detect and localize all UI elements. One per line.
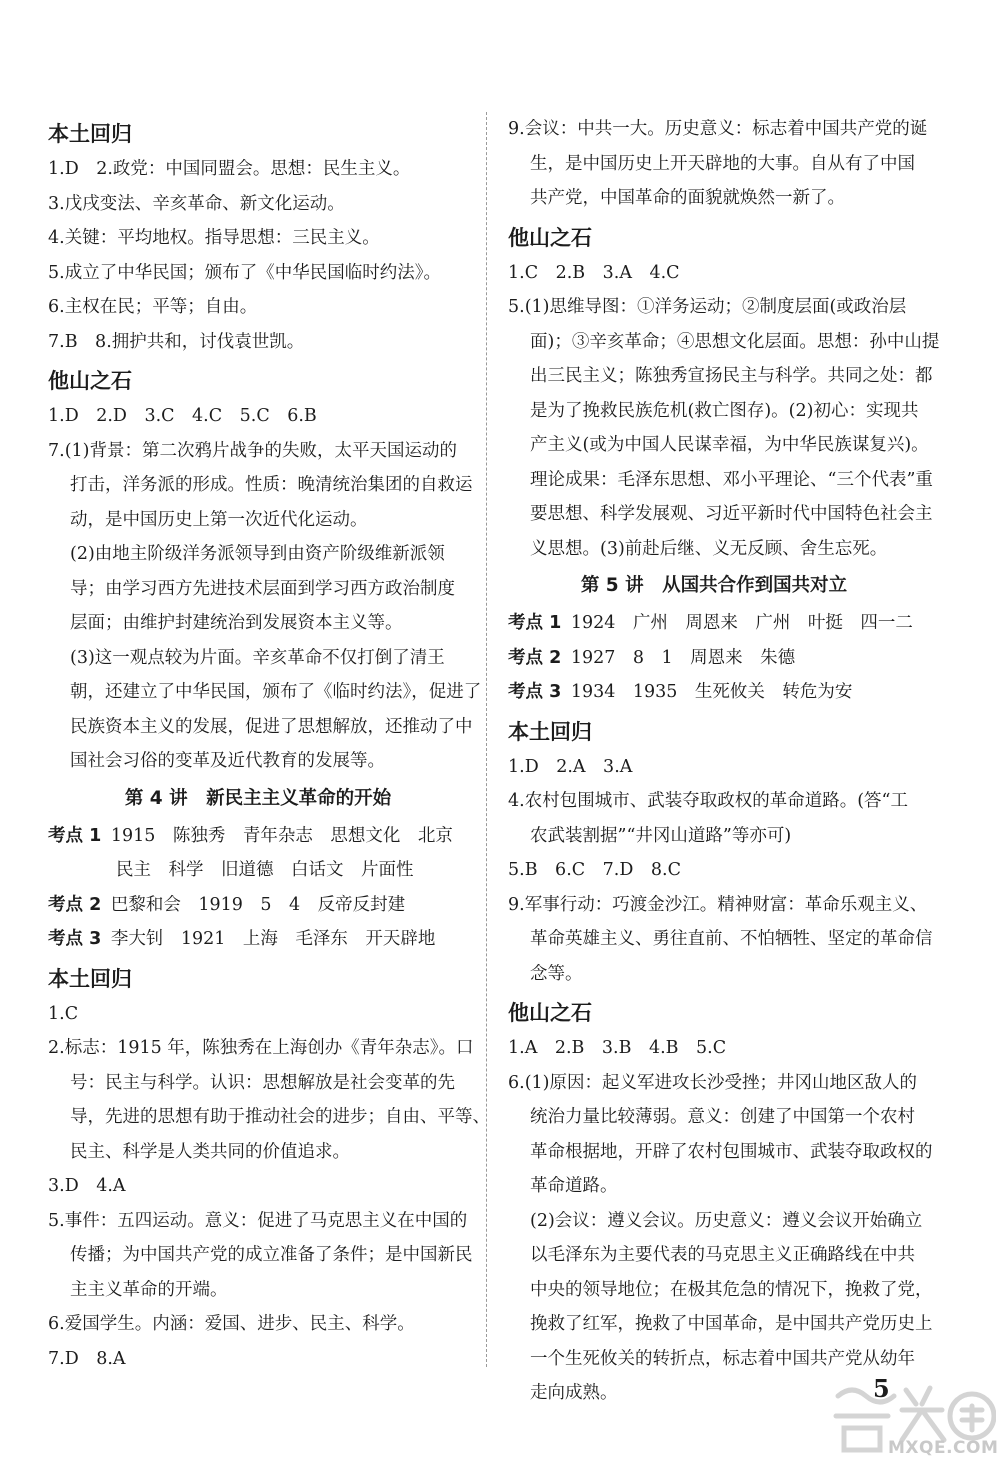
answer-text-line: 7.B 8.拥护共和，讨伐袁世凯。 [48,331,305,352]
answer-text-line: 生，是中国历史上开天辟地的大事。自从有了中国 [530,153,915,174]
column-divider [486,112,487,1367]
answer-text-line: 3.戊戌变法、辛亥革命、新文化运动。 [48,193,345,214]
answer-line: 6.(1)原因：起义军进攻长沙受挫；井冈山地区敌人的 [508,1072,917,1093]
key-point-row [48,819,468,854]
section-heading: 本土回归 [48,122,132,146]
answer-text-line: (2)会议：遵义会议。历史意义：遵义会议开始确立 [530,1210,923,1231]
key-point-text: 民主 科学 旧道德 白话文 片面性 [116,860,414,880]
section-heading: 他山之石 [48,369,132,393]
watermark-url: MXQE.COM [888,1438,999,1458]
answer-line: 7.D 8.A [48,1348,126,1369]
answer-text-line: 民主、科学是人类共同的价值追求。 [70,1141,350,1162]
answer-continuation [508,922,933,991]
answer-text-line: 革命根据地，开辟了农村包围城市、武装夺取政权的 [530,1141,933,1162]
answer-text-line: 国社会习俗的变革及近代教育的发展等。 [70,751,385,771]
answer-line: 1.C [48,1003,79,1024]
answer-text-line: 导；由学习西方先进技术层面到学习西方政治制度 [70,578,455,599]
answer-continuation [48,1238,473,1307]
answer-text-line: 挽救了红军，挽救了中国革命，是中国共产党历史上 [530,1314,933,1334]
left-column [48,112,490,1376]
answer-text-line: (2)由地主阶级洋务派领导到由资产阶级维新派领 [70,544,445,564]
answer-text-line: (3)这一观点较为片面。辛亥革命不仅打倒了清王 [70,647,445,668]
answer-continuation [48,1066,490,1170]
key-point-text: 1927 8 1 周恩来 朱德 [570,647,796,668]
answer-text-line: 号：民主与科学。认识：思想解放是社会变革的先 [70,1072,455,1093]
key-point-label: 考点 1 [508,613,562,633]
answer-line: 2.标志：1915 年，陈独秀在上海创办《青年杂志》。口 [48,1038,474,1058]
page-number: 5 [873,1374,890,1403]
answer-continuation [508,147,920,216]
key-point-row [48,922,468,957]
answer-line: 5.事件：五四运动。意义：促进了马克思主义在中国的 [48,1210,468,1231]
right-column [508,112,940,1411]
answer-line: 4.农村包围城市、武装夺取政权的革命道路。(答“工 [508,791,908,811]
key-point-label: 考点 3 [48,929,102,949]
answer-text-line: 理论成果：毛泽东思想、邓小平理论、“三个代表”重 [530,469,933,490]
key-point-text: 1924 广州 周恩来 广州 叶挺 四一二 [570,613,913,633]
answer-continuation [508,325,940,567]
answer-text-line: 中央的领导地位；在极其危急的情况下，挽救了党， [530,1279,933,1300]
section-heading: 他山之石 [508,225,592,250]
answer-continuation [48,468,482,779]
answer-text-line: 一个生死攸关的转折点，标志着中国共产党从幼年 [530,1348,915,1369]
answer-text-line: 革命道路。 [530,1176,618,1196]
answer-line: 1.D 2.A 3.A [508,756,633,777]
answer-text-line: 义思想。(3)前赴后继、义无反顾、舍生忘死。 [530,538,888,559]
answer-line: 1.C 2.B 3.A 4.C [508,262,680,283]
answer-line: 9.会议：中共一大。历史意义：标志着中国共产党的诞 [508,119,928,139]
section-heading: 本土回归 [508,719,592,744]
answer-text-line: 动，是中国历史上第一次近代化运动。 [70,509,368,530]
answer-line: 5.B 6.C 7.D 8.C [508,860,681,880]
section-heading: 本土回归 [48,966,132,991]
answer-text-line: 5.成立了中华民国；颁布了《中华民国临时约法》。 [48,262,441,283]
answer-text-line: 传播；为中国共产党的成立准备了条件；是中国新民 [70,1245,473,1265]
answer-text-line: 以毛泽东为主要代表的马克思主义正确路线在中共 [530,1245,915,1265]
answer-text-line: 是为了挽救民族危机(救亡图存)。(2)初心：实现共 [530,400,919,421]
answer-text-line: 主主义革命的开端。 [70,1279,228,1300]
answer-continuation [508,1100,933,1411]
answer-text-line: 6.主权在民；平等；自由。 [48,297,258,317]
answer-line: 6.爱国学生。内涵：爱国、进步、民主、科学。 [48,1314,415,1334]
answer-text-line: 朝，还建立了中华民国，颁布了《临时约法》，促进了 [70,682,482,702]
answer-text-line: 出三民主义；陈独秀宣扬民主与科学。共同之处：都 [530,366,933,386]
answer-line: 9.军事行动：巧渡金沙江。精神财富：革命乐观主义、 [508,894,928,915]
answer-text-line: 统治力量比较薄弱。意义：创建了中国第一个农村 [530,1107,915,1127]
answer-line: 3.D 4.A [48,1176,126,1196]
answer-text-line: 要思想、科学发展观、习近平新时代中国特色社会主 [530,504,933,524]
answer-line: 7.(1)背景：第二次鸦片战争的失败，太平天国运动的 [48,440,457,461]
answer-text-line: 民族资本主义的发展，促进了思想解放，还推动了中 [70,716,473,737]
answer-text-line: 面)；③辛亥革命；④思想文化层面。思想：孙中山提 [530,331,940,352]
answer-list [48,152,468,359]
key-point-row [508,675,920,710]
answer-continuation [508,819,920,854]
key-point-row [508,606,920,641]
key-point-label: 考点 3 [508,682,562,702]
answer-text-line: 层面；由维护封建统治到发展资本主义等。 [70,613,403,633]
answer-text-line: 打击，洋务派的形成。性质：晚清统治集团的自救运 [70,475,473,495]
answer-text-line: 1.D 2.政党：中国同盟会。思想：民生主义。 [48,159,411,179]
key-point-text: 1915 陈独秀 青年杂志 思想文化 北京 [110,825,453,846]
answer-line: 5.(1)思维导图：①洋务运动；②制度层面(或政治层 [508,297,907,317]
key-point-text: 巴黎和会 1919 5 4 反帝反封建 [110,894,406,915]
answer-text-line: 念等。 [530,963,583,984]
key-point-text: 1934 1935 生死攸关 转危为安 [570,682,853,702]
section-heading: 他山之石 [508,1001,592,1025]
answer-text-line: 产主义(或为中国人民谋幸福，为中华民族谋复兴)。 [530,435,929,455]
answer-text-line: 共产党，中国革命的面貌就焕然一新了。 [530,188,845,208]
key-point-label: 考点 2 [508,647,562,668]
answer-line: 1.A 2.B 3.B 4.B 5.C [508,1038,727,1058]
answer-line: 1.D 2.D 3.C 4.C 5.C 6.B [48,406,317,426]
answer-text-line: 导，先进的思想有助于推动社会的进步；自由、平等、 [70,1107,490,1127]
key-point-label: 考点 1 [48,825,102,846]
answer-text-line: 4.关键：平均地权。指导思想：三民主义。 [48,228,380,248]
lecture-heading: 第 5 讲 从国共合作到国共对立 [580,575,848,596]
lecture-heading: 第 4 讲 新民主主义革命的开始 [124,787,392,809]
answer-text-line: 农武装割据”“井冈山道路”等亦可) [530,825,792,846]
answer-text-line: 革命英雄主义、勇往直前、不怕牺牲、坚定的革命信 [530,929,933,949]
key-point-text: 李大钊 1921 上海 毛泽东 开天辟地 [110,929,436,949]
key-point-label: 考点 2 [48,894,102,915]
key-point-row [48,888,468,923]
key-point-row [508,641,920,676]
answer-text-line: 走向成熟。 [530,1383,618,1403]
